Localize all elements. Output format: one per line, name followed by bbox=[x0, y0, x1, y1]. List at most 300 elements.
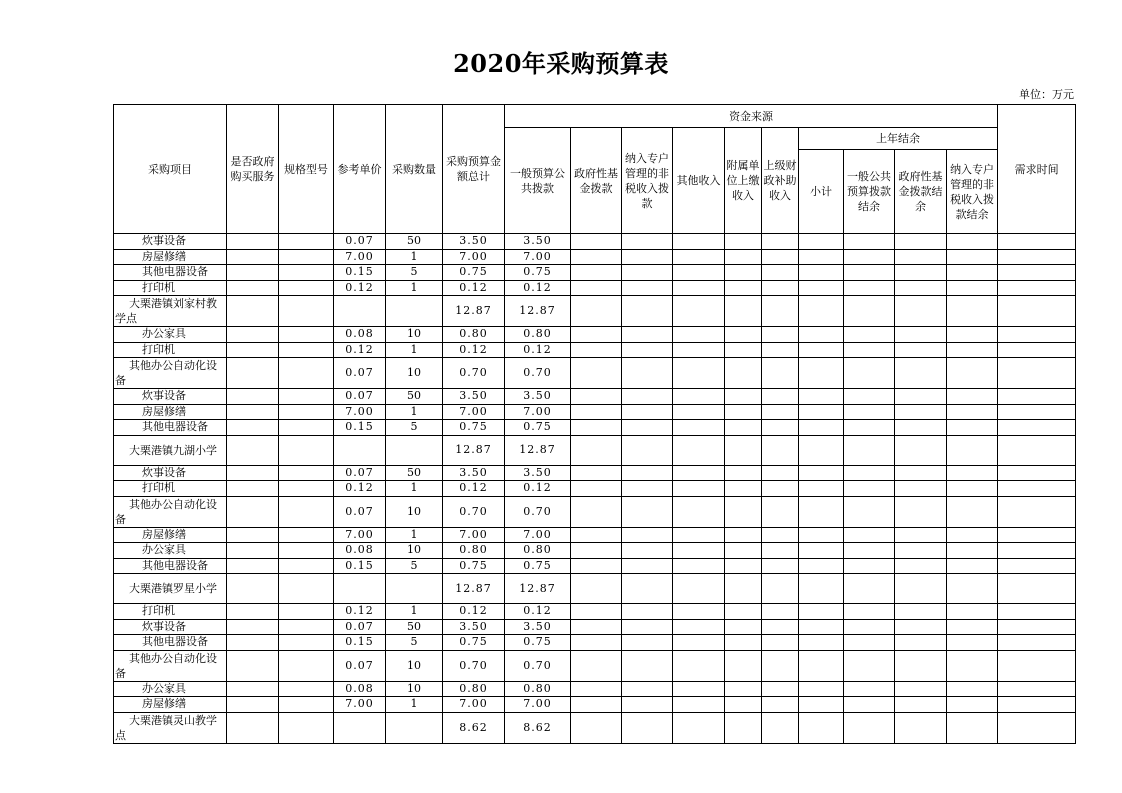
cell-empty bbox=[725, 234, 762, 250]
cell-empty bbox=[844, 604, 895, 620]
cell-empty bbox=[799, 327, 844, 343]
cell-unit-price: 0.07 bbox=[334, 650, 386, 681]
cell-empty bbox=[762, 712, 799, 743]
cell-quantity bbox=[386, 712, 443, 743]
cell-general-public: 0.12 bbox=[505, 481, 571, 497]
cell-empty bbox=[622, 234, 673, 250]
cell-empty bbox=[725, 635, 762, 651]
header-budget-total: 采购预算金额总计 bbox=[443, 105, 505, 234]
cell-demand-time bbox=[998, 249, 1076, 265]
cell-empty bbox=[622, 420, 673, 436]
cell-empty bbox=[947, 249, 998, 265]
cell-gov-service bbox=[227, 574, 279, 604]
cell-gov-service bbox=[227, 435, 279, 465]
cell-empty bbox=[571, 527, 622, 543]
cell-unit-price: 0.15 bbox=[334, 420, 386, 436]
cell-item: 炊事设备 bbox=[114, 465, 227, 481]
cell-quantity bbox=[386, 574, 443, 604]
table-row bbox=[114, 527, 1076, 543]
cell-empty bbox=[673, 681, 725, 697]
header-demand-time: 需求时间 bbox=[998, 105, 1076, 234]
cell-empty bbox=[895, 496, 947, 527]
cell-budget-total: 0.12 bbox=[443, 280, 505, 296]
cell-empty bbox=[799, 543, 844, 559]
cell-empty bbox=[844, 496, 895, 527]
cell-unit-price: 7.00 bbox=[334, 249, 386, 265]
table-row bbox=[114, 650, 1076, 681]
cell-empty bbox=[799, 280, 844, 296]
cell-general-public: 0.12 bbox=[505, 280, 571, 296]
header-spec: 规格型号 bbox=[279, 105, 334, 234]
cell-budget-total: 0.75 bbox=[443, 635, 505, 651]
cell-unit-price: 0.12 bbox=[334, 481, 386, 497]
cell-empty bbox=[622, 465, 673, 481]
cell-empty bbox=[571, 342, 622, 358]
cell-empty bbox=[571, 265, 622, 281]
header-gov-fund: 政府性基金拨款 bbox=[571, 128, 622, 234]
cell-empty bbox=[762, 635, 799, 651]
header-special-nontax: 纳入专户管理的非税收入拨款 bbox=[622, 128, 673, 234]
cell-empty bbox=[725, 280, 762, 296]
cell-demand-time bbox=[998, 435, 1076, 465]
cell-spec bbox=[279, 574, 334, 604]
cell-empty bbox=[895, 650, 947, 681]
cell-gov-service bbox=[227, 619, 279, 635]
table-row bbox=[114, 496, 1076, 527]
cell-empty bbox=[725, 327, 762, 343]
cell-general-public: 0.70 bbox=[505, 496, 571, 527]
cell-unit-price: 0.07 bbox=[334, 358, 386, 389]
cell-item: 炊事设备 bbox=[114, 619, 227, 635]
table-row bbox=[114, 481, 1076, 497]
cell-quantity: 5 bbox=[386, 635, 443, 651]
cell-item: 其他电器设备 bbox=[114, 265, 227, 281]
cell-empty bbox=[799, 604, 844, 620]
cell-budget-total: 7.00 bbox=[443, 249, 505, 265]
cell-spec bbox=[279, 558, 334, 574]
table-row bbox=[114, 389, 1076, 405]
header-item: 采购项目 bbox=[114, 105, 227, 234]
table-row bbox=[114, 234, 1076, 250]
cell-empty bbox=[844, 527, 895, 543]
cell-empty bbox=[799, 697, 844, 713]
cell-spec bbox=[279, 404, 334, 420]
cell-empty bbox=[799, 465, 844, 481]
cell-empty bbox=[947, 435, 998, 465]
cell-demand-time bbox=[998, 234, 1076, 250]
cell-empty bbox=[947, 712, 998, 743]
cell-general-public: 0.12 bbox=[505, 342, 571, 358]
cell-empty bbox=[844, 342, 895, 358]
cell-unit-price: 0.15 bbox=[334, 635, 386, 651]
cell-empty bbox=[622, 619, 673, 635]
cell-budget-total: 0.12 bbox=[443, 481, 505, 497]
cell-empty bbox=[895, 389, 947, 405]
cell-empty bbox=[571, 420, 622, 436]
cell-unit-price: 7.00 bbox=[334, 697, 386, 713]
cell-budget-total: 7.00 bbox=[443, 404, 505, 420]
table-row bbox=[114, 619, 1076, 635]
cell-empty bbox=[571, 650, 622, 681]
cell-budget-total: 0.75 bbox=[443, 265, 505, 281]
cell-item: 办公家具 bbox=[114, 681, 227, 697]
table-row bbox=[114, 435, 1076, 465]
cell-spec bbox=[279, 635, 334, 651]
cell-empty bbox=[762, 543, 799, 559]
cell-quantity: 50 bbox=[386, 234, 443, 250]
cell-empty bbox=[622, 635, 673, 651]
cell-item: 打印机 bbox=[114, 342, 227, 358]
cell-empty bbox=[947, 496, 998, 527]
cell-unit-price: 0.08 bbox=[334, 543, 386, 559]
cell-empty bbox=[622, 296, 673, 327]
cell-empty bbox=[725, 619, 762, 635]
cell-empty bbox=[947, 619, 998, 635]
cell-budget-total: 3.50 bbox=[443, 619, 505, 635]
cell-item: 大栗港镇刘家村教学点 bbox=[114, 296, 227, 327]
cell-unit-price: 0.07 bbox=[334, 389, 386, 405]
cell-item: 其他电器设备 bbox=[114, 635, 227, 651]
cell-item: 房屋修缮 bbox=[114, 527, 227, 543]
cell-empty bbox=[571, 404, 622, 420]
cell-empty bbox=[673, 435, 725, 465]
cell-empty bbox=[947, 481, 998, 497]
cell-empty bbox=[844, 465, 895, 481]
cell-item: 其他办公自动化设备 bbox=[114, 650, 227, 681]
cell-empty bbox=[725, 681, 762, 697]
cell-empty bbox=[571, 234, 622, 250]
cell-quantity: 10 bbox=[386, 327, 443, 343]
cell-general-public: 0.70 bbox=[505, 650, 571, 681]
cell-empty bbox=[762, 296, 799, 327]
cell-general-public: 3.50 bbox=[505, 234, 571, 250]
cell-item: 打印机 bbox=[114, 280, 227, 296]
cell-empty bbox=[622, 697, 673, 713]
cell-empty bbox=[673, 574, 725, 604]
cell-empty bbox=[762, 389, 799, 405]
cell-item: 打印机 bbox=[114, 604, 227, 620]
cell-empty bbox=[571, 496, 622, 527]
header-affiliated: 附属单位上缴收入 bbox=[725, 128, 762, 234]
cell-empty bbox=[673, 465, 725, 481]
cell-empty bbox=[799, 527, 844, 543]
cell-empty bbox=[725, 358, 762, 389]
cell-empty bbox=[895, 404, 947, 420]
cell-empty bbox=[947, 342, 998, 358]
cell-spec bbox=[279, 435, 334, 465]
cell-empty bbox=[673, 604, 725, 620]
cell-empty bbox=[799, 404, 844, 420]
cell-empty bbox=[622, 280, 673, 296]
cell-empty bbox=[895, 435, 947, 465]
cell-spec bbox=[279, 496, 334, 527]
cell-empty bbox=[895, 527, 947, 543]
cell-budget-total: 0.12 bbox=[443, 604, 505, 620]
cell-budget-total: 0.12 bbox=[443, 342, 505, 358]
cell-empty bbox=[895, 635, 947, 651]
cell-budget-total: 12.87 bbox=[443, 296, 505, 327]
cell-empty bbox=[844, 249, 895, 265]
cell-empty bbox=[844, 574, 895, 604]
cell-empty bbox=[762, 650, 799, 681]
cell-spec bbox=[279, 265, 334, 281]
cell-spec bbox=[279, 420, 334, 436]
cell-empty bbox=[799, 435, 844, 465]
cell-empty bbox=[762, 558, 799, 574]
cell-empty bbox=[895, 543, 947, 559]
cell-gov-service bbox=[227, 543, 279, 559]
cell-gov-service bbox=[227, 635, 279, 651]
cell-empty bbox=[571, 435, 622, 465]
cell-empty bbox=[622, 558, 673, 574]
cell-empty bbox=[571, 465, 622, 481]
cell-empty bbox=[622, 404, 673, 420]
cell-budget-total: 0.70 bbox=[443, 496, 505, 527]
cell-gov-service bbox=[227, 358, 279, 389]
cell-general-public: 12.87 bbox=[505, 296, 571, 327]
cell-empty bbox=[725, 404, 762, 420]
cell-empty bbox=[571, 358, 622, 389]
cell-quantity: 10 bbox=[386, 543, 443, 559]
cell-empty bbox=[895, 280, 947, 296]
cell-general-public: 12.87 bbox=[505, 574, 571, 604]
cell-gov-service bbox=[227, 389, 279, 405]
cell-empty bbox=[844, 650, 895, 681]
cell-empty bbox=[799, 342, 844, 358]
cell-empty bbox=[895, 574, 947, 604]
cell-empty bbox=[844, 265, 895, 281]
cell-unit-price: 0.07 bbox=[334, 465, 386, 481]
cell-empty bbox=[725, 435, 762, 465]
cell-empty bbox=[799, 619, 844, 635]
cell-quantity: 10 bbox=[386, 681, 443, 697]
header-superior-subsidy: 上级财政补助收入 bbox=[762, 128, 799, 234]
cell-spec bbox=[279, 249, 334, 265]
cell-empty bbox=[947, 280, 998, 296]
cell-empty bbox=[571, 249, 622, 265]
cell-demand-time bbox=[998, 280, 1076, 296]
cell-empty bbox=[844, 681, 895, 697]
cell-empty bbox=[762, 481, 799, 497]
cell-empty bbox=[762, 435, 799, 465]
cell-empty bbox=[895, 420, 947, 436]
cell-empty bbox=[895, 249, 947, 265]
cell-empty bbox=[844, 280, 895, 296]
cell-gov-service bbox=[227, 234, 279, 250]
cell-demand-time bbox=[998, 342, 1076, 358]
cell-empty bbox=[799, 420, 844, 436]
page-title: 2020年采购预算表 bbox=[453, 49, 669, 78]
cell-demand-time bbox=[998, 404, 1076, 420]
cell-empty bbox=[571, 619, 622, 635]
cell-empty bbox=[895, 296, 947, 327]
table-row bbox=[114, 265, 1076, 281]
cell-empty bbox=[622, 249, 673, 265]
cell-general-public: 0.75 bbox=[505, 420, 571, 436]
cell-demand-time bbox=[998, 574, 1076, 604]
cell-empty bbox=[895, 558, 947, 574]
cell-empty bbox=[762, 342, 799, 358]
cell-empty bbox=[895, 465, 947, 481]
cell-empty bbox=[895, 234, 947, 250]
cell-demand-time bbox=[998, 496, 1076, 527]
cell-quantity: 5 bbox=[386, 420, 443, 436]
cell-gov-service bbox=[227, 342, 279, 358]
cell-empty bbox=[762, 234, 799, 250]
cell-empty bbox=[673, 496, 725, 527]
cell-empty bbox=[673, 650, 725, 681]
cell-demand-time bbox=[998, 635, 1076, 651]
cell-empty bbox=[844, 327, 895, 343]
cell-empty bbox=[673, 280, 725, 296]
cell-spec bbox=[279, 358, 334, 389]
cell-unit-price: 0.12 bbox=[334, 342, 386, 358]
cell-general-public: 8.62 bbox=[505, 712, 571, 743]
cell-demand-time bbox=[998, 558, 1076, 574]
header-ly-special: 纳入专户管理的非税收入拨款结余 bbox=[947, 150, 998, 234]
cell-general-public: 3.50 bbox=[505, 619, 571, 635]
cell-gov-service bbox=[227, 681, 279, 697]
cell-demand-time bbox=[998, 681, 1076, 697]
cell-quantity: 10 bbox=[386, 358, 443, 389]
cell-empty bbox=[725, 496, 762, 527]
cell-spec bbox=[279, 465, 334, 481]
cell-empty bbox=[947, 358, 998, 389]
cell-empty bbox=[947, 574, 998, 604]
cell-demand-time bbox=[998, 465, 1076, 481]
header-funding-source: 资金来源 bbox=[505, 105, 998, 128]
cell-empty bbox=[622, 496, 673, 527]
cell-empty bbox=[571, 681, 622, 697]
cell-spec bbox=[279, 619, 334, 635]
cell-quantity: 1 bbox=[386, 280, 443, 296]
cell-gov-service bbox=[227, 604, 279, 620]
cell-gov-service bbox=[227, 296, 279, 327]
cell-empty bbox=[571, 543, 622, 559]
cell-quantity: 1 bbox=[386, 249, 443, 265]
cell-empty bbox=[725, 420, 762, 436]
cell-empty bbox=[673, 265, 725, 281]
cell-general-public: 0.80 bbox=[505, 543, 571, 559]
cell-quantity: 1 bbox=[386, 697, 443, 713]
cell-empty bbox=[799, 234, 844, 250]
cell-empty bbox=[844, 481, 895, 497]
cell-empty bbox=[622, 681, 673, 697]
cell-empty bbox=[799, 481, 844, 497]
cell-budget-total: 0.70 bbox=[443, 358, 505, 389]
cell-empty bbox=[844, 358, 895, 389]
cell-quantity: 10 bbox=[386, 650, 443, 681]
cell-quantity bbox=[386, 435, 443, 465]
cell-empty bbox=[622, 327, 673, 343]
cell-gov-service bbox=[227, 280, 279, 296]
cell-demand-time bbox=[998, 296, 1076, 327]
cell-general-public: 3.50 bbox=[505, 389, 571, 405]
cell-empty bbox=[844, 404, 895, 420]
header-quantity: 采购数量 bbox=[386, 105, 443, 234]
header-unit-price: 参考单价 bbox=[334, 105, 386, 234]
table-body bbox=[114, 234, 1076, 744]
cell-empty bbox=[622, 481, 673, 497]
cell-demand-time bbox=[998, 527, 1076, 543]
table-row bbox=[114, 574, 1076, 604]
cell-general-public: 0.80 bbox=[505, 681, 571, 697]
cell-item: 其他办公自动化设备 bbox=[114, 358, 227, 389]
cell-quantity: 1 bbox=[386, 342, 443, 358]
cell-quantity: 50 bbox=[386, 389, 443, 405]
cell-empty bbox=[844, 712, 895, 743]
cell-empty bbox=[895, 342, 947, 358]
cell-unit-price: 0.07 bbox=[334, 619, 386, 635]
cell-unit-price: 0.07 bbox=[334, 496, 386, 527]
cell-unit-price: 0.07 bbox=[334, 234, 386, 250]
cell-empty bbox=[844, 697, 895, 713]
header-last-year-balance: 上年结余 bbox=[799, 128, 998, 150]
cell-gov-service bbox=[227, 465, 279, 481]
cell-demand-time bbox=[998, 712, 1076, 743]
table-row bbox=[114, 543, 1076, 559]
cell-spec bbox=[279, 296, 334, 327]
cell-empty bbox=[725, 574, 762, 604]
cell-gov-service bbox=[227, 265, 279, 281]
cell-demand-time bbox=[998, 265, 1076, 281]
cell-empty bbox=[673, 327, 725, 343]
cell-item: 大栗港镇九湖小学 bbox=[114, 435, 227, 465]
cell-general-public: 12.87 bbox=[505, 435, 571, 465]
cell-general-public: 0.75 bbox=[505, 635, 571, 651]
cell-budget-total: 0.75 bbox=[443, 420, 505, 436]
table-row bbox=[114, 558, 1076, 574]
cell-spec bbox=[279, 697, 334, 713]
cell-empty bbox=[895, 712, 947, 743]
cell-unit-price bbox=[334, 296, 386, 327]
cell-unit-price bbox=[334, 712, 386, 743]
cell-empty bbox=[947, 543, 998, 559]
cell-gov-service bbox=[227, 249, 279, 265]
cell-item: 炊事设备 bbox=[114, 234, 227, 250]
cell-gov-service bbox=[227, 527, 279, 543]
cell-empty bbox=[571, 558, 622, 574]
cell-empty bbox=[947, 465, 998, 481]
cell-demand-time bbox=[998, 543, 1076, 559]
cell-empty bbox=[762, 527, 799, 543]
cell-empty bbox=[622, 265, 673, 281]
cell-empty bbox=[947, 420, 998, 436]
cell-budget-total: 8.62 bbox=[443, 712, 505, 743]
table-row bbox=[114, 296, 1076, 327]
cell-empty bbox=[725, 697, 762, 713]
cell-unit-price: 7.00 bbox=[334, 404, 386, 420]
cell-empty bbox=[844, 296, 895, 327]
table-row bbox=[114, 681, 1076, 697]
cell-item: 房屋修缮 bbox=[114, 404, 227, 420]
cell-empty bbox=[622, 389, 673, 405]
cell-empty bbox=[673, 558, 725, 574]
cell-gov-service bbox=[227, 712, 279, 743]
cell-unit-price: 0.08 bbox=[334, 327, 386, 343]
cell-demand-time bbox=[998, 420, 1076, 436]
cell-demand-time bbox=[998, 604, 1076, 620]
cell-gov-service bbox=[227, 650, 279, 681]
cell-empty bbox=[799, 496, 844, 527]
cell-demand-time bbox=[998, 481, 1076, 497]
cell-empty bbox=[725, 558, 762, 574]
cell-demand-time bbox=[998, 619, 1076, 635]
cell-demand-time bbox=[998, 327, 1076, 343]
cell-item: 大栗港镇罗星小学 bbox=[114, 574, 227, 604]
header-ly-fund: 政府性基金拨款结余 bbox=[895, 150, 947, 234]
cell-budget-total: 0.80 bbox=[443, 681, 505, 697]
